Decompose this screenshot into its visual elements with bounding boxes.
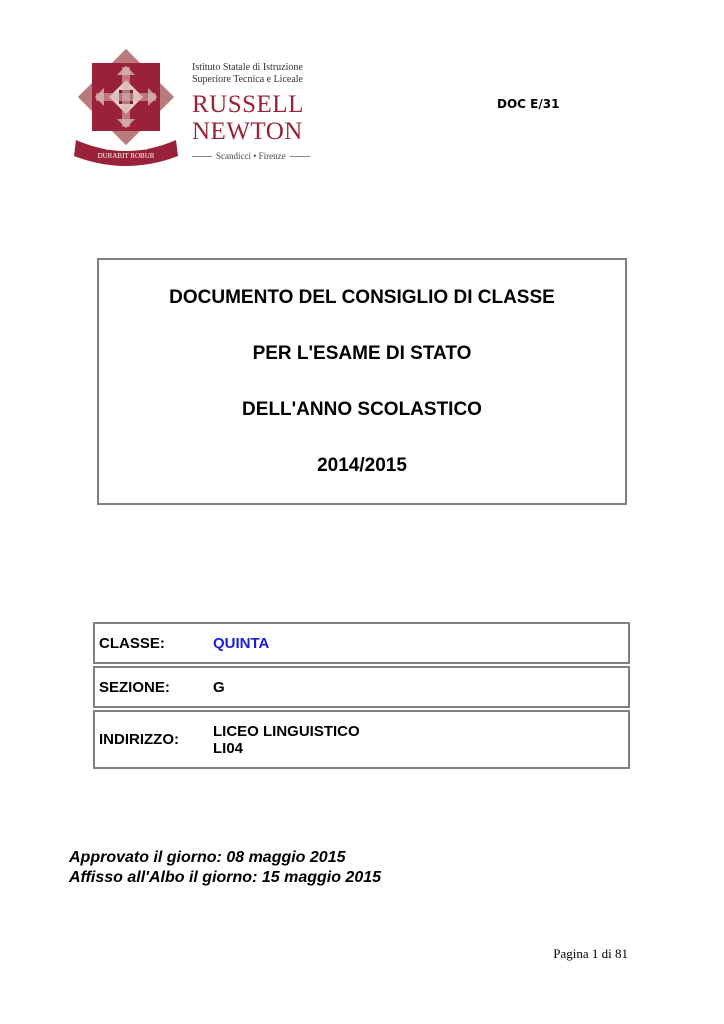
table-row-indirizzo: [93, 710, 630, 769]
divider: [192, 156, 212, 157]
school-type-line2: Superiore Tecnica e Liceale: [192, 74, 303, 85]
document-code: DOC E/31: [497, 97, 560, 111]
school-name-russell: RUSSELL: [192, 91, 304, 118]
page-number: Pagina 1 di 81: [553, 946, 628, 961]
table-row-classe: [93, 622, 630, 664]
indirizzo-value-line2: LI04: [213, 739, 244, 757]
motto-line2: DURABIT ROBUR: [97, 152, 155, 160]
table-row-sezione: [93, 666, 630, 708]
star-emblem-icon: [78, 49, 174, 145]
approved-date: Approvato il giorno: 08 maggio 2015: [69, 849, 346, 866]
posted-date: Affisso all'Albo il giorno: 15 maggio 2015: [69, 869, 382, 886]
school-name-block: [192, 62, 310, 161]
indirizzo-value-line1: LICEO LINGUISTICO: [213, 722, 360, 740]
classe-label: CLASSE:: [93, 622, 209, 664]
indirizzo-value: [209, 710, 630, 769]
sezione-label: SEZIONE:: [93, 666, 209, 708]
classe-value: QUINTA: [209, 622, 630, 664]
divider: [290, 156, 310, 157]
title-box: [97, 258, 627, 505]
title-line-1: DOCUMENTO DEL CONSIGLIO DI CLASSE: [169, 286, 555, 308]
approval-block: [69, 848, 381, 888]
title-line-4: 2014/2015: [317, 454, 407, 476]
indirizzo-label: INDIRIZZO:: [93, 710, 209, 769]
city-label: Scandicci • Firenze: [216, 151, 286, 161]
class-info-table: [93, 620, 630, 771]
school-type-line1: Istituto Statale di Istruzione: [192, 62, 303, 73]
title-line-3: DELL'ANNO SCOLASTICO: [242, 398, 482, 420]
school-city: [192, 151, 310, 161]
sezione-value: G: [209, 666, 630, 708]
school-name-newton: NEWTON: [192, 118, 303, 145]
motto-line1: COLLECTUM: [104, 144, 148, 152]
title-line-2: PER L'ESAME DI STATO: [252, 342, 472, 364]
